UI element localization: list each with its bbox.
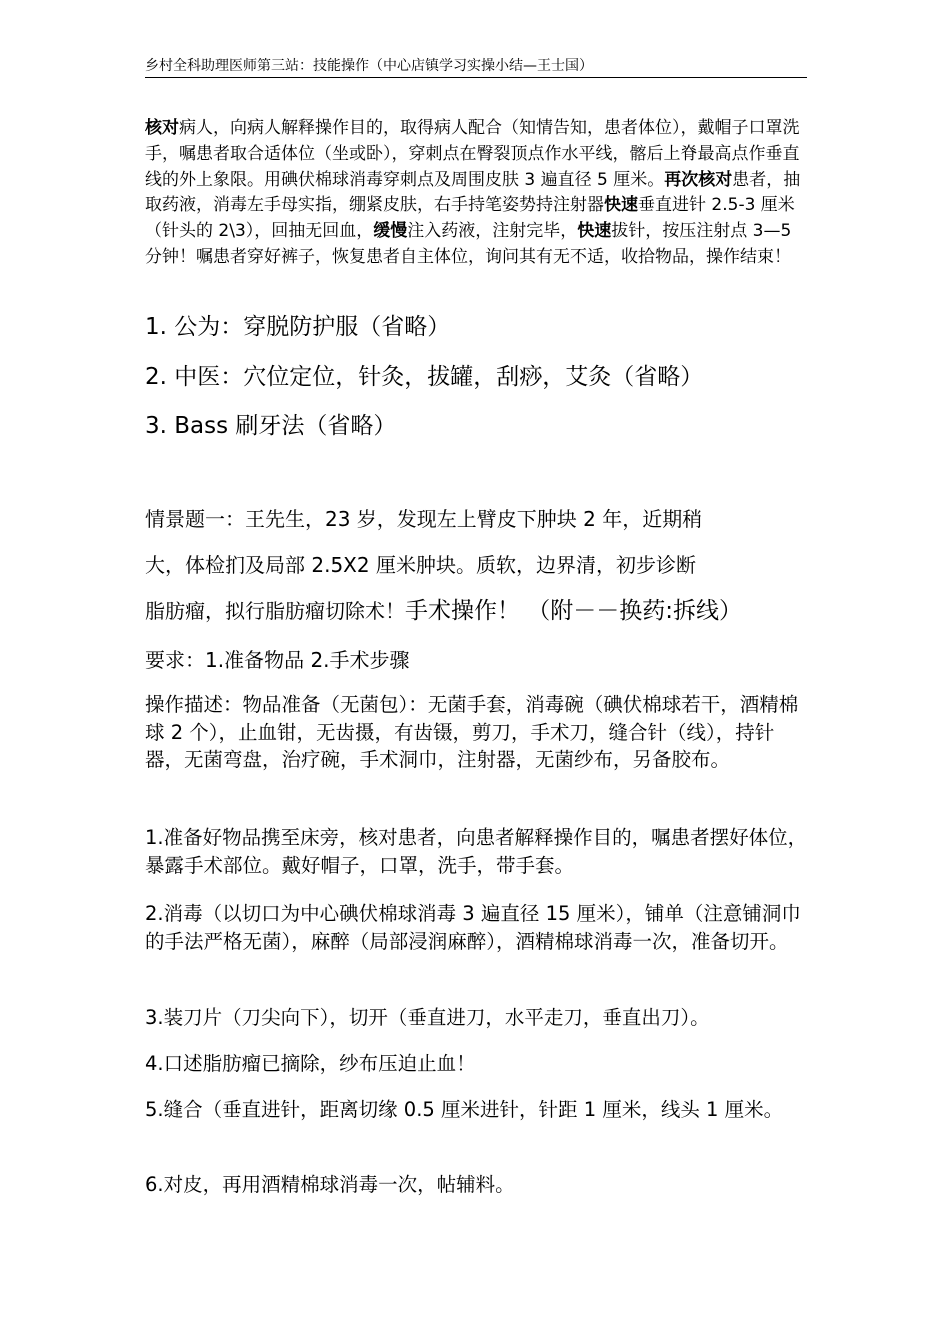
section-heading-tcm: 2. 中医：穴位定位，针灸，拔罐，刮痧，艾灸（省略） — [145, 364, 704, 390]
injection-text-1: 病人，向病人解释操作目的，取得病人配合（知情告知，患者体位），戴帽子口罩洗手，嘱患者取合适体位（坐或卧），穿刺点在臀裂顶点作水平线，髂后上脊最高点作垂直线的外上象限。用碘伏棉球消毒穿刺点及周围皮肤 3 遍直径 5 厘米。 — [145, 118, 800, 190]
injection-text-2: 患者，抽取药液，消毒左手母实指，绷紧皮肤，右手持笔姿势持注射器 — [145, 169, 801, 216]
scenario-line-3 — [145, 597, 742, 625]
injection-text-5: 拔针，按压注射点 3—5 分钟！嘱患者穿好裤子，恢复患者自主体位，询问其有无不适，收拾物品，操作结束！ — [145, 221, 792, 267]
paragraph-step-1: 1.准备好物品携至床旁，核对患者，向患者解释操作目的，嘱患者摆好体位，暴露手术部位。戴好帽子，口罩，洗手，带手套。 — [145, 826, 808, 877]
emphasis-fast-withdraw: 快速 — [577, 221, 612, 242]
injection-procedure-paragraph — [145, 116, 810, 271]
paragraph-step-6: 6.对皮，再用酒精棉球消毒一次，帖辅料。 — [145, 1173, 515, 1196]
paragraph-step-2: 2.消毒（以切口为中心碘伏棉球消毒 3 遍直径 15 厘米），铺单（注意铺洞巾的手法严格无菌），麻醉（局部浸润麻醉），酒精棉球消毒一次，准备切开。 — [145, 902, 801, 953]
emphasis-verify: 核对 — [145, 118, 179, 138]
scenario-requirement: 要求：1.准备物品 2.手术步骤 — [145, 648, 410, 672]
emphasis-fast-insert: 快速 — [604, 195, 638, 216]
scenario-line-3-text: 脂肪瘤，拟行脂肪瘤切除术！ — [145, 599, 405, 623]
paragraph-step-5: 5.缝合（垂直进针，距离切缘 0.5 厘米进针，针距 1 厘米，线头 1 厘米。 — [145, 1098, 784, 1121]
injection-text-3: 垂直进针 2.5-3 厘米（针头的 2\3），回抽无回血， — [145, 195, 795, 242]
section-heading-public-health: 1. 公为：穿脱防护服（省略） — [145, 314, 451, 340]
emphasis-slow: 缓慢 — [373, 221, 408, 242]
scenario-line-2: 大，体检扪及局部 2.5X2 厘米肿块。质软，边界清，初步诊断 — [145, 553, 696, 577]
paragraph-supplies: 操作描述：物品准备（无菌包）：无菌手套，消毒碗（碘伏棉球若干，酒精棉球 2 个），止血钳，无齿摄，有齿镊，剪刀，手术刀，缝合针（线），持针器，无菌弯盘，治疗碗，手术洞巾，注射器，无菌纱布，另备胶布。 — [145, 693, 799, 771]
section-heading-bass: 3. Bass 刷牙法（省略） — [145, 413, 397, 439]
scenario-surgery-label: 手术操作！ （附－－换药:拆线） — [405, 598, 743, 624]
paragraph-step-4: 4.口述脂肪瘤已摘除，纱布压迫止血！ — [145, 1052, 476, 1075]
emphasis-reverify: 再次核对 — [664, 169, 733, 190]
page-header: 乡村全科助理医师第三站：技能操作（中心店镇学习实操小结—王士国） — [145, 56, 807, 78]
injection-text-4: 注入药液，注射完毕， — [407, 221, 578, 242]
scenario-line-1: 情景题一：王先生，23 岁，发现左上臂皮下肿块 2 年，近期稍 — [145, 507, 703, 531]
paragraph-step-3: 3.装刀片（刀尖向下），切开（垂直进刀，水平走刀，垂直出刀）。 — [145, 1006, 710, 1029]
